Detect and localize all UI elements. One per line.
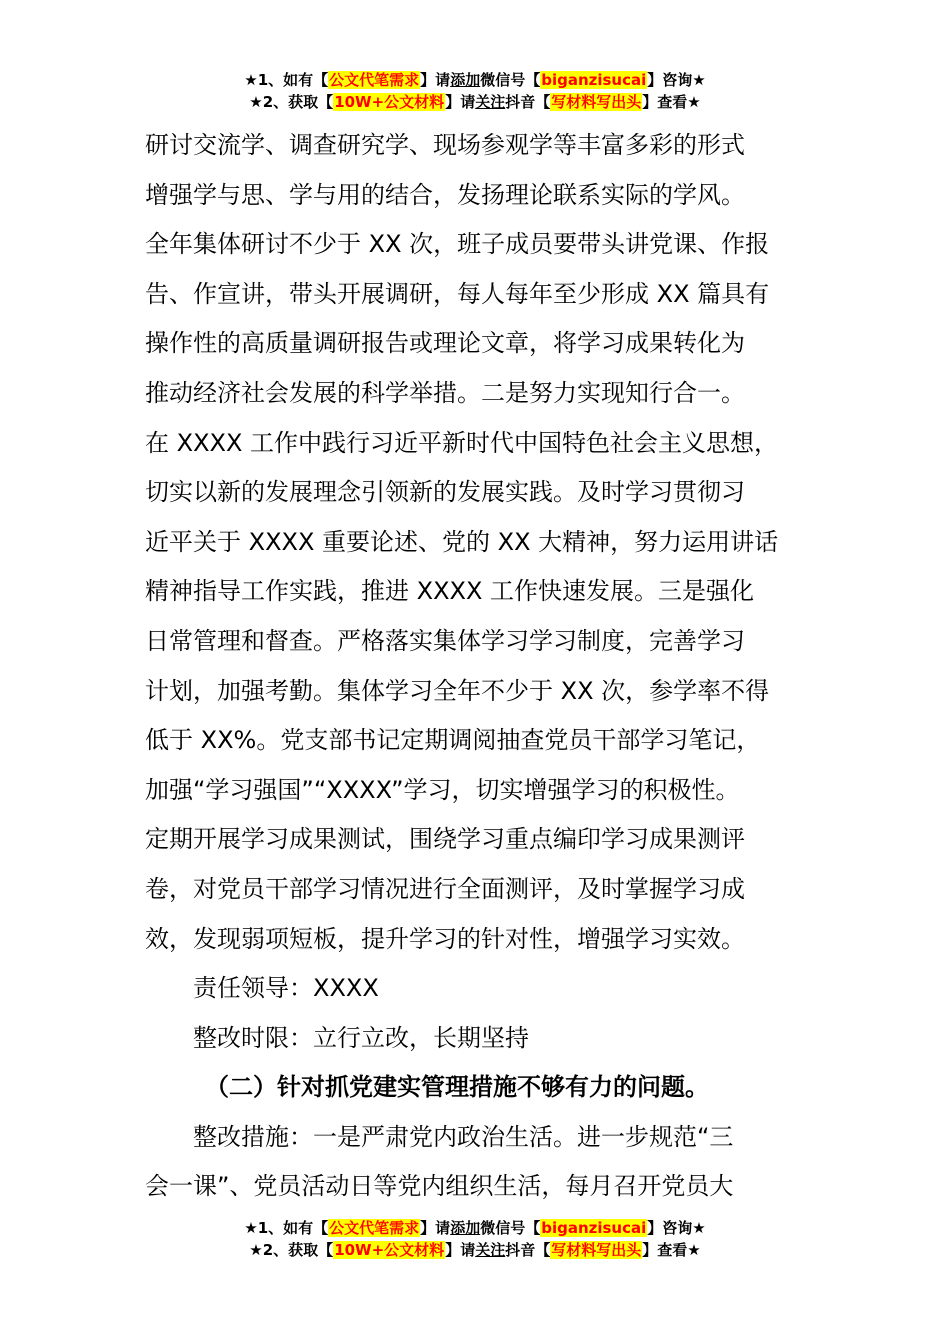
section-heading: （二）针对抓党建实管理措施不够有力的问题。 — [205, 1073, 709, 1102]
body-line: 切实以新的发展理念引领新的发展实践。及时学习贯彻习 — [145, 478, 745, 507]
banner-text: ★2、获取【 — [249, 93, 334, 111]
banner-text: 】咨询★ — [647, 1219, 706, 1237]
measures-line: 会一课”、党员活动日等党内组织生活，每月召开党员大 — [145, 1172, 734, 1201]
banner-underline: 添加 — [450, 71, 481, 89]
body-line: 卷，对党员干部学习情况进行全面测评，及时掌握学习成 — [145, 874, 745, 903]
banner-underline: 关注 — [475, 93, 506, 111]
banner-underline: 关注 — [475, 1241, 506, 1259]
banner-text: ★1、如有【 — [244, 71, 329, 89]
body-line: 研讨交流学、调查研究学、现场参观学等丰富多彩的形式 — [145, 131, 745, 159]
banner-text: ★2、获取【 — [249, 1241, 334, 1259]
rectification-deadline: 整改时限：立行立改，长期坚持 — [193, 1023, 529, 1052]
banner-line-1 — [0, 1217, 950, 1239]
body-line: 日常管理和督查。严格落实集体学习学习制度，完善学习 — [145, 626, 745, 655]
body-line: 操作性的高质量调研报告或理论文章，将学习成果转化为 — [145, 329, 745, 358]
banner-text: 】请 — [445, 1241, 476, 1259]
banner-text: 】查看★ — [642, 93, 701, 111]
banner-text: 】请 — [420, 71, 451, 89]
banner-wechat-id: biganzisucai — [541, 1219, 647, 1237]
banner-douyin-name: 写材料写出头 — [551, 93, 642, 111]
banner-line-2 — [0, 91, 950, 113]
banner-highlight: 公文代笔需求 — [329, 71, 420, 89]
banner-text: 】请 — [445, 93, 476, 111]
banner-douyin-name: 写材料写出头 — [551, 1241, 642, 1259]
body-line: 在 XXXX 工作中践行习近平新时代中国特色社会主义思想， — [145, 428, 779, 457]
banner-highlight: 10W+公文材料 — [334, 93, 445, 111]
banner-line-1 — [0, 69, 950, 91]
banner-text: 抖音【 — [505, 1241, 551, 1259]
body-line: 增强学与思、学与用的结合，发扬理论联系实际的学风。 — [145, 180, 745, 209]
bottom-banner — [0, 1217, 950, 1261]
banner-text: 】请 — [420, 1219, 451, 1237]
body-line: 告、作宣讲，带头开展调研，每人每年至少形成 XX 篇具有 — [145, 279, 770, 308]
banner-underline: 添加 — [450, 1219, 481, 1237]
body-line: 定期开展学习成果测试，围绕学习重点编印学习成果测评 — [145, 825, 745, 854]
body-line: 加强“学习强国”“XXXX”学习，切实增强学习的积极性。 — [145, 775, 740, 804]
document-body — [145, 121, 835, 1212]
body-line: 全年集体研讨不少于 XX 次，班子成员要带头讲党课、作报 — [145, 230, 770, 259]
banner-text: 】查看★ — [642, 1241, 701, 1259]
responsible-leader: 责任领导：XXXX — [193, 974, 379, 1003]
banner-wechat-id: biganzisucai — [541, 71, 647, 89]
banner-text: 微信号【 — [480, 1219, 541, 1237]
body-line: 计划，加强考勤。集体学习全年不少于 XX 次，参学率不得 — [145, 676, 770, 705]
top-banner — [0, 69, 950, 113]
body-line: 效，发现弱项短板，提升学习的针对性，增强学习实效。 — [145, 924, 745, 953]
body-line: 精神指导工作实践，推进 XXXX 工作快速发展。三是强化 — [145, 577, 755, 606]
banner-text: ★1、如有【 — [244, 1219, 329, 1237]
measures-line: 整改措施：一是严肃党内政治生活。进一步规范“三 — [193, 1122, 734, 1151]
banner-line-2 — [0, 1239, 950, 1261]
banner-highlight: 公文代笔需求 — [329, 1219, 420, 1237]
banner-highlight: 10W+公文材料 — [334, 1241, 445, 1259]
banner-text: 微信号【 — [480, 71, 541, 89]
body-line: 近平关于 XXXX 重要论述、党的 XX 大精神，努力运用讲话 — [145, 527, 779, 556]
banner-text: 抖音【 — [505, 93, 551, 111]
body-line: 推动经济社会发展的科学举措。二是努力实现知行合一。 — [145, 378, 745, 407]
banner-text: 】咨询★ — [647, 71, 706, 89]
body-line: 低于 XX%。党支部书记定期调阅抽查党员干部学习笔记， — [145, 726, 761, 755]
